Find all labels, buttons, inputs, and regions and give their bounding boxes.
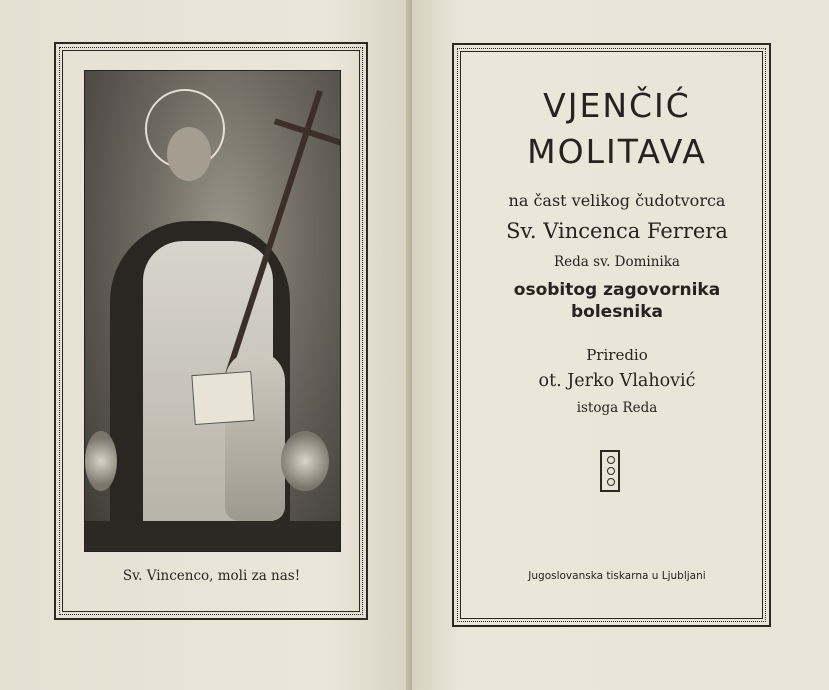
photo-caption: Sv. Vincenco, moli za nas! bbox=[122, 568, 301, 584]
order-line: Reda sv. Dominika bbox=[554, 254, 680, 270]
vertical-ornament-icon bbox=[600, 450, 620, 492]
left-page bbox=[0, 0, 410, 690]
title-line-1: VJENČIĆ bbox=[543, 86, 691, 125]
printer-line: Jugoslovanska tiskarna u Ljubljani bbox=[528, 570, 706, 582]
flower-vase-icon bbox=[85, 431, 117, 491]
saint-vincent-photo bbox=[84, 70, 341, 552]
flower-vase-icon bbox=[281, 431, 329, 491]
patron-line-2: bolesnika bbox=[570, 302, 664, 322]
saint-name: Sv. Vincenca Ferrera bbox=[506, 219, 728, 243]
honor-line: na čast velikog čudotvorca bbox=[508, 191, 726, 210]
editor-order: istoga Reda bbox=[576, 400, 658, 416]
editor-name: ot. Jerko Vlahović bbox=[538, 371, 696, 391]
title-line-2: MOLITAVA bbox=[527, 132, 707, 171]
patron-line-1: osobitog zagovornika bbox=[513, 280, 721, 300]
right-page-border bbox=[452, 43, 771, 627]
open-book-icon bbox=[191, 371, 254, 425]
edited-by-label: Priredio bbox=[586, 346, 648, 364]
